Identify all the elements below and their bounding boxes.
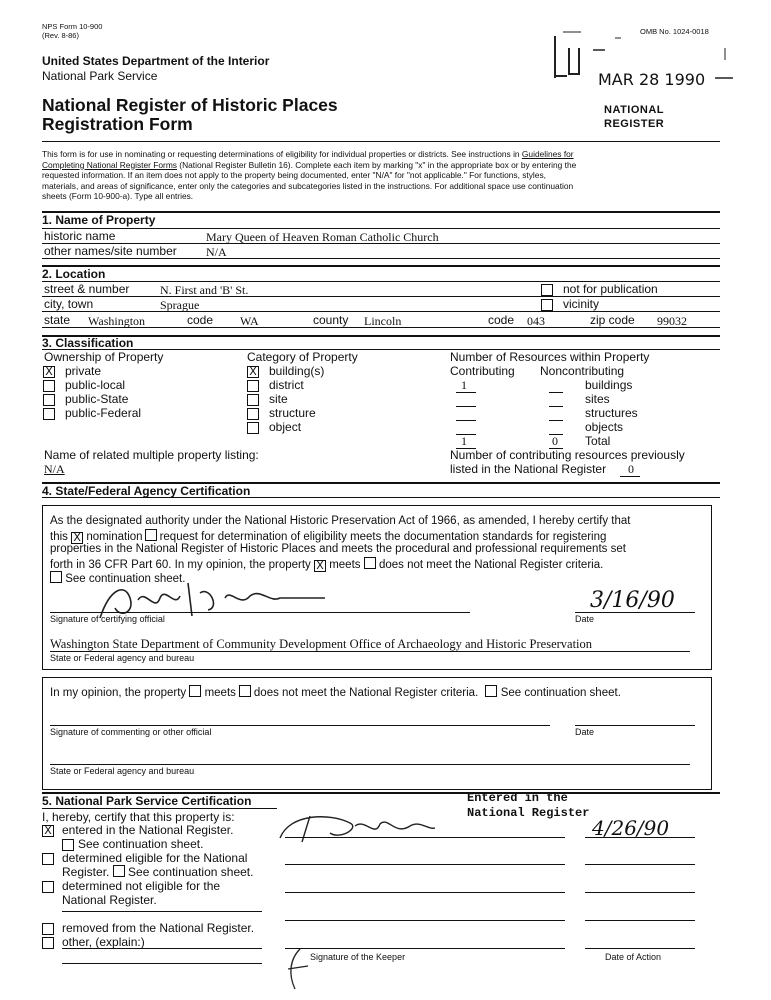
category-heading: Category of Property: [247, 350, 358, 364]
not-eligible-label: determined not eligible for the: [62, 879, 221, 893]
ownership-public-local-checkbox[interactable]: [43, 380, 55, 392]
action-line-4: [585, 920, 695, 921]
blank-line: [549, 392, 563, 393]
commenting-date-label: Date: [575, 727, 595, 737]
section4-heading: 4. State/Federal Agency Certification: [42, 484, 251, 498]
keeper-signature: [270, 808, 440, 848]
not-eligible-label-2: National Register.: [62, 893, 157, 907]
total-noncontributing-value[interactable]: 0: [552, 434, 558, 448]
county-code-label: code: [488, 313, 515, 327]
category-building-checkbox[interactable]: X: [247, 366, 259, 378]
cert-date-label: Date: [575, 614, 595, 624]
section2-heading: 2. Location: [42, 267, 106, 281]
category-district-checkbox[interactable]: [247, 380, 259, 392]
agency-label-2: State or Federal agency and bureau: [50, 766, 195, 776]
form-revision: (Rev. 8-86): [42, 31, 79, 40]
blank-line: [549, 420, 563, 421]
entered-label: entered in the National Register.: [62, 823, 234, 837]
action-line-3: [585, 892, 695, 893]
county-label: county: [313, 313, 349, 327]
category-district-label: district: [269, 378, 304, 392]
category-structure-label: structure: [269, 406, 316, 420]
title-rule: [42, 141, 720, 142]
agency-line: [50, 651, 690, 652]
form-subtitle: Registration Form: [42, 114, 193, 134]
total-contributing-value[interactable]: 1: [461, 434, 467, 448]
resource-sites-label: sites: [585, 392, 610, 406]
ownership-public-state-label: public-State: [65, 392, 129, 406]
date-line: [575, 612, 695, 613]
keeper-line-2: [285, 864, 565, 865]
section4-rule: [42, 497, 720, 498]
property-meets-checkbox[interactable]: X: [314, 560, 326, 572]
related-listing-label: Name of related multiple property listing:: [44, 448, 259, 462]
section2-top-rule: [42, 265, 720, 267]
cert-line-2: this X nomination request for determination of eligibility meets the documentation standards for registering: [50, 531, 607, 544]
date-of-action-label: Date of Action: [605, 952, 662, 962]
county-code-value[interactable]: 043: [527, 314, 545, 328]
resource-structures-label: structures: [585, 406, 638, 420]
entered-stamp-line2: National Register: [467, 806, 590, 820]
other-explain-line: [62, 948, 262, 949]
entered-stamp-line1: Entered in the: [467, 791, 568, 805]
commenting-date-line: [575, 725, 695, 726]
cert-date-value[interactable]: 3/16/90: [590, 588, 675, 613]
other-names-rule: [42, 258, 720, 259]
section3-top-rule: [42, 335, 720, 337]
action-line-2: [585, 864, 695, 865]
zip-value[interactable]: 99032: [657, 314, 687, 328]
blank-line: [620, 476, 640, 477]
previously-listed-label-2: listed in the National Register: [450, 462, 607, 476]
removed-checkbox[interactable]: [42, 923, 54, 935]
other-names-label: other names/site number: [44, 244, 177, 258]
section5-heading: 5. National Park Service Certification: [42, 794, 252, 808]
other-label: other, (explain:): [62, 935, 145, 949]
contributing-label: Contributing: [450, 364, 515, 378]
property-not-meet-checkbox[interactable]: [364, 557, 376, 569]
zip-label: zip code: [590, 313, 635, 327]
keeper-line-4: [285, 920, 565, 921]
previously-listed-value[interactable]: 0: [628, 462, 634, 476]
not-eligible-checkbox[interactable]: [42, 881, 54, 893]
historic-name-value[interactable]: Mary Queen of Heaven Roman Catholic Church: [206, 230, 439, 244]
state-code-value[interactable]: WA: [240, 314, 259, 328]
related-listing-value[interactable]: N/A: [44, 462, 65, 476]
opinion-not-meet-checkbox[interactable]: [239, 685, 251, 697]
section3-heading: 3. Classification: [42, 336, 134, 350]
other-names-value[interactable]: N/A: [206, 245, 227, 259]
ownership-heading: Ownership of Property: [44, 350, 164, 364]
keeper-line-1: [285, 837, 565, 838]
cert-continuation: See continuation sheet.: [50, 571, 185, 585]
cert-line-1: As the designated authority under the National Historic Preservation Act of 1966, as amended, I hereby certify that: [50, 515, 631, 527]
state-code-label: code: [187, 313, 214, 327]
eligible-label-2: Register. See continuation sheet.: [62, 865, 254, 879]
commenting-signature-line: [50, 725, 550, 726]
blank-line: [549, 406, 563, 407]
service: National Park Service: [42, 69, 158, 83]
resources-heading: Number of Resources within Property: [450, 350, 650, 364]
resource-total-label: Total: [585, 434, 611, 448]
section1-rule: [42, 228, 720, 229]
buildings-contributing-value[interactable]: 1: [461, 378, 467, 392]
blank-line: [456, 420, 476, 421]
resource-objects-label: objects: [585, 420, 624, 434]
certify-line: I, hereby, certify that this property is:: [42, 810, 235, 824]
city-rule: [42, 311, 720, 312]
county-value[interactable]: Lincoln: [364, 314, 402, 328]
ownership-private-label: private: [65, 364, 102, 378]
category-object-label: object: [269, 420, 302, 434]
certifying-signature-label: Signature of certifying official: [50, 614, 165, 624]
department: United States Department of the Interior: [42, 54, 270, 68]
received-date-stamp: MAR 28 1990: [598, 70, 706, 89]
ownership-public-federal-label: public-Federal: [65, 406, 142, 420]
opinion-line: In my opinion, the property meets does not meet the National Register criteria. See continuation sheet.: [50, 687, 621, 699]
omb-number: OMB No. 1024-0018: [640, 27, 709, 36]
category-building-label: building(s): [269, 364, 325, 378]
vicinity-label: vicinity: [563, 297, 600, 311]
stamp-register: REGISTER: [604, 118, 665, 130]
entered-continuation-label: See continuation sheet.: [78, 837, 204, 851]
state-value[interactable]: Washington: [88, 314, 146, 328]
agency-line-2: [50, 764, 690, 765]
agency-value[interactable]: Washington State Department of Community Development Office of Archaeology and Historic Preservation: [50, 637, 593, 651]
category-structure-checkbox[interactable]: [247, 408, 259, 420]
ownership-public-state-checkbox[interactable]: [43, 394, 55, 406]
commenting-signature-label: Signature of commenting or other official: [50, 727, 212, 737]
historic-name-label: historic name: [44, 229, 116, 243]
ownership-public-local-label: public-local: [65, 378, 126, 392]
opinion-continuation-checkbox[interactable]: [485, 685, 497, 697]
request-checkbox[interactable]: [145, 529, 157, 541]
ownership-private-checkbox[interactable]: X: [43, 366, 55, 378]
form-title: National Register of Historic Places: [42, 95, 338, 115]
ownership-public-federal-checkbox[interactable]: [43, 408, 55, 420]
entered-checkbox[interactable]: X: [42, 825, 54, 837]
cert-continuation-checkbox[interactable]: [50, 571, 62, 583]
street-rule: [42, 296, 720, 297]
keeper-line-5: [285, 948, 565, 949]
vicinity-checkbox[interactable]: [541, 299, 553, 311]
opinion-meets-checkbox[interactable]: [189, 685, 201, 697]
stamp-national: NATIONAL: [604, 104, 665, 116]
other-explain-line-2: [62, 963, 262, 964]
category-object-checkbox[interactable]: [247, 422, 259, 434]
noncontributing-label: Noncontributing: [540, 364, 625, 378]
street-value[interactable]: N. First and 'B' St.: [160, 283, 249, 297]
eligible-label: determined eligible for the National: [62, 851, 248, 865]
section1-heading: 1. Name of Property: [42, 213, 156, 227]
resource-buildings-label: buildings: [585, 378, 633, 392]
nomination-checkbox[interactable]: X: [71, 532, 83, 544]
blank-line: [62, 911, 262, 912]
not-for-publication-label: not for publication: [563, 282, 658, 296]
keeper-signature-label: Signature of the Keeper: [310, 952, 406, 962]
not-for-publication-checkbox[interactable]: [541, 284, 553, 296]
keeper-line-3: [285, 892, 565, 893]
city-value[interactable]: Sprague: [160, 298, 200, 312]
blank-line: [456, 406, 476, 407]
category-site-label: site: [269, 392, 288, 406]
street-label: street & number: [44, 282, 130, 296]
eligible-continuation-checkbox[interactable]: [113, 865, 125, 877]
entered-continuation-checkbox[interactable]: [62, 839, 74, 851]
cert-line-3: properties in the National Register of Historic Places and meets the procedural and professional requirements set: [50, 543, 626, 555]
other-checkbox[interactable]: [42, 937, 54, 949]
signature-line: [50, 612, 470, 613]
blank-line: [456, 392, 476, 393]
agency-label: State or Federal agency and bureau: [50, 653, 195, 663]
section5-rule: [42, 808, 277, 809]
action-line-5: [585, 948, 695, 949]
state-rule: [42, 327, 720, 328]
category-site-checkbox[interactable]: [247, 394, 259, 406]
form-number: NPS Form 10-900: [42, 22, 103, 31]
action-date-value[interactable]: 4/26/90: [592, 816, 670, 840]
cert-line-4: forth in 36 CFR Part 60. In my opinion, the property X meets does not meet the National Register criteria.: [50, 559, 604, 572]
instructions: This form is for use in nominating or requesting determinations of eligibility for individual properties or districts. See instructions in Guidelines for Completing National Register Forms (National Register Bulletin 16). Complete each item by marking "x" in the appropriate box or by entering the requested information. If an item does not apply to the property being documented, enter "N/A" for "not applicable." For functions, styles, materials, and areas of significance, enter only the categories and subcategories listed in the instructions. For additional space use continuation sheets (Form 10-900-a). Type all entries.: [42, 149, 577, 201]
previously-listed-label: Number of contributing resources previously: [450, 448, 685, 462]
removed-label: removed from the National Register.: [62, 921, 255, 935]
eligible-checkbox[interactable]: [42, 853, 54, 865]
state-label: state: [44, 313, 71, 327]
city-label: city, town: [44, 297, 94, 311]
